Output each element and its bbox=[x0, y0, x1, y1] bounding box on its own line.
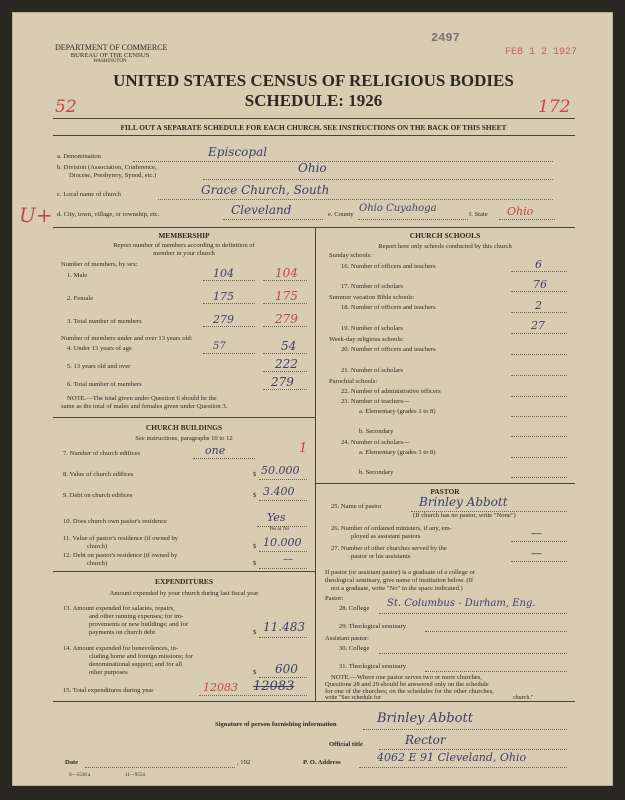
q24-label: 24. Number of scholars— bbox=[341, 439, 410, 446]
q25-value: Brinley Abbott bbox=[419, 495, 508, 509]
q7-value: one bbox=[205, 444, 226, 457]
membership-title: MEMBERSHIP bbox=[158, 231, 210, 240]
q30-label: 30. College bbox=[339, 645, 370, 652]
q14-label-2: cluding home and foreign missions; for bbox=[89, 653, 193, 660]
age-label: Number of members under and over 13 years old: bbox=[61, 335, 193, 342]
state-label: f. State bbox=[469, 211, 488, 218]
q23b-label: b. Secondary bbox=[359, 428, 394, 435]
denomination-value: Episcopal bbox=[208, 145, 268, 159]
q15-correction: 12083 bbox=[203, 681, 238, 694]
margin-number-right: 172 bbox=[538, 97, 571, 117]
summer-label: Summer vacation Bible schools: bbox=[329, 294, 415, 301]
q6-value: 279 bbox=[271, 375, 294, 389]
pastor-note: NOTE.—Where one pastor serves two or more churches, bbox=[331, 674, 483, 681]
q19-label: 19. Number of scholars bbox=[341, 325, 403, 332]
q28-label: 28. College bbox=[339, 605, 370, 612]
by-sex-label: Number of members, by sex: bbox=[61, 261, 138, 268]
q12-label-2: church) bbox=[87, 560, 108, 567]
q4-label: 4. Under 13 years of age bbox=[67, 345, 132, 352]
official-title-value: Rector bbox=[405, 733, 446, 747]
q9-label: 9. Debt on church edifices bbox=[63, 492, 133, 499]
q2-value: 175 bbox=[213, 290, 234, 303]
q3-correction: 279 bbox=[275, 312, 298, 326]
address-label: P. O. Address bbox=[303, 759, 341, 766]
q13-dollar: $ bbox=[253, 629, 257, 636]
graduate-note-3: not a graduate, write "No" in the space indicated.) bbox=[331, 585, 463, 592]
assistant-label: Assistant pastor: bbox=[325, 635, 369, 642]
q25-hint: (If church has no pastor, write "None") bbox=[413, 512, 516, 519]
q18-label: 18. Number of officers and teachers bbox=[341, 304, 436, 311]
q7-label: 7. Number of church edifices bbox=[63, 450, 141, 457]
weekday-label: Week-day religious schools: bbox=[329, 336, 404, 343]
q27-value: — bbox=[531, 547, 542, 560]
q27-label: 27. Number of other churches served by the bbox=[331, 545, 447, 552]
q9-dollar: $ bbox=[253, 492, 257, 499]
q1-correction: 104 bbox=[275, 266, 298, 280]
q26-label-2: ployed as assistant pastors bbox=[351, 533, 421, 540]
margin-number-left: 52 bbox=[55, 97, 77, 117]
q12-label: 12. Debt on pastor's residence (if owned by bbox=[63, 552, 178, 559]
q13-label: 13. Amount expended for salaries, repairs, bbox=[63, 605, 175, 612]
q1-label: 1. Male bbox=[67, 272, 88, 279]
q14-label: 14. Amount expended for benevolences, in- bbox=[63, 645, 179, 652]
city-field-label: d. City, town, village, or township, etc. bbox=[57, 211, 160, 218]
pastor-note-3: for one of the churches; on the schedules for the other churches, bbox=[325, 688, 494, 695]
graduate-note: If pastor (or assistant pastor) is a graduate of a college or bbox=[325, 569, 475, 576]
q4-value: 57 bbox=[213, 341, 226, 352]
buildings-sub: See instructions, paragraphs 10 to 12 bbox=[135, 435, 233, 442]
q13-label-4: payments on church debt bbox=[89, 629, 156, 636]
q27-label-2: pastor or his assistants bbox=[351, 553, 411, 560]
date-label: Date bbox=[65, 759, 79, 766]
q26-label: 26. Number of ordained ministers, if any, em- bbox=[331, 525, 452, 532]
q29-label: 29. Theological seminary bbox=[339, 623, 407, 630]
received-stamp: FEB 1 2 1927 bbox=[505, 47, 578, 58]
q11-value: 10.000 bbox=[263, 536, 302, 549]
q19-value: 27 bbox=[531, 319, 545, 332]
city-value: Cleveland bbox=[231, 203, 292, 217]
pastor-note-2: Questions 28 and 29 should be answered only on the schedule bbox=[325, 681, 489, 688]
pastor-sub-label: Pastor: bbox=[325, 595, 344, 602]
q24b-label: b. Secondary bbox=[359, 469, 394, 476]
date-year: , 192 bbox=[237, 759, 251, 766]
pastor-title: PASTOR bbox=[430, 487, 460, 496]
q12-value: — bbox=[283, 554, 293, 565]
q10-value: Yes bbox=[267, 511, 286, 524]
q10-label: 10. Does church own pastor's residence bbox=[63, 518, 168, 525]
parochial-label: Parochial schools: bbox=[329, 378, 378, 385]
bureau-label: BUREAU OF THE CENSUS bbox=[70, 52, 150, 59]
pastor-note-4: write "See schedule for bbox=[325, 695, 381, 701]
membership-note: NOTE.—The total given under Question 6 should be the bbox=[67, 395, 217, 402]
q18-value: 2 bbox=[535, 299, 542, 312]
q5-label: 5. 13 years old and over bbox=[67, 363, 131, 370]
state-value: Ohio bbox=[507, 205, 534, 218]
q4-correction: 54 bbox=[281, 339, 297, 353]
membership-intro-2: member in your church bbox=[153, 250, 215, 257]
form-title: UNITED STATES CENSUS OF RELIGIOUS BODIES bbox=[113, 71, 514, 90]
buildings-title: CHURCH BUILDINGS bbox=[145, 423, 223, 432]
instruction-line: FILL OUT A SEPARATE SCHEDULE FOR EACH CHURCH. SEE INSTRUCTIONS ON THE BACK OF THIS SHEET bbox=[120, 123, 507, 132]
q11-label-2: church) bbox=[87, 543, 108, 550]
q6-label: 6. Total number of members bbox=[67, 381, 142, 388]
q13-value: 11.483 bbox=[263, 620, 305, 634]
q31-label: 31. Theological seminary bbox=[339, 663, 407, 670]
q3-value: 279 bbox=[213, 313, 234, 326]
graduate-note-2: theological seminary, give name of institution below. (If bbox=[325, 577, 474, 584]
q9-value: 3.400 bbox=[263, 485, 295, 498]
form-number: S—5518 a bbox=[69, 773, 91, 778]
q13-label-2: and other running expenses; for im- bbox=[89, 613, 184, 620]
q8-label: 8. Value of church edifices bbox=[63, 471, 134, 478]
stamp-number: 2497 bbox=[431, 31, 460, 45]
q24a-label: a. Elementary (grades 1 to 8) bbox=[359, 449, 436, 456]
print-number: 11—9554 bbox=[125, 773, 145, 778]
schedule-title: SCHEDULE: 1926 bbox=[244, 91, 383, 110]
q13-label-3: provements or new buildings; and for bbox=[89, 621, 189, 628]
q22-label: 22. Number of administrative officers bbox=[341, 388, 441, 395]
sunday-label: Sunday schools: bbox=[329, 252, 373, 259]
city-label: WASHINGTON bbox=[93, 59, 127, 64]
expenditures-sub: Amount expended by your church during last fiscal year bbox=[109, 590, 259, 597]
schools-title: CHURCH SCHOOLS bbox=[409, 231, 481, 240]
q15-label: 15. Total expenditures during year bbox=[63, 687, 154, 694]
q11-label: 11. Value of pastor's residence (if owned by bbox=[63, 535, 179, 542]
q8-value: 50.000 bbox=[261, 464, 300, 477]
q15-value: 12083 bbox=[253, 679, 295, 694]
q16-value: 6 bbox=[535, 258, 542, 271]
county-label: e. County bbox=[328, 211, 354, 218]
pastor-note-5: church." bbox=[513, 695, 534, 701]
q7-correction: 1 bbox=[299, 441, 308, 456]
membership-intro: Report number of members according to definition of bbox=[113, 242, 255, 249]
q8-dollar: $ bbox=[253, 471, 257, 478]
q14-label-3: denominational support; and for all bbox=[89, 661, 183, 668]
division-value: Ohio bbox=[298, 161, 327, 175]
q12-dollar: $ bbox=[253, 560, 257, 567]
q23-label: 23. Number of teachers— bbox=[341, 398, 410, 405]
q14-dollar: $ bbox=[253, 669, 257, 676]
q20-label: 20. Number of officers and teachers bbox=[341, 346, 436, 353]
q17-value: 76 bbox=[533, 278, 547, 291]
q16-label: 16. Number of officers and teachers bbox=[341, 263, 436, 270]
q14-label-4: other purposes bbox=[89, 669, 128, 676]
q2-label: 2. Female bbox=[67, 295, 94, 302]
census-schedule bbox=[12, 12, 613, 786]
q14-value: 600 bbox=[275, 662, 298, 676]
q21-label: 21. Number of scholars bbox=[341, 367, 403, 374]
q11-dollar: $ bbox=[253, 543, 257, 550]
q1-value: 104 bbox=[213, 267, 234, 280]
local-name-value: Grace Church, South bbox=[201, 183, 330, 197]
expenditures-title: EXPENDITURES bbox=[155, 577, 213, 586]
q25-label: 25. Name of pastor bbox=[331, 503, 382, 510]
address-value: 4062 E 91 Cleveland, Ohio bbox=[377, 751, 527, 764]
q10-hint: Yes or No bbox=[269, 527, 290, 532]
dept-label: DEPARTMENT OF COMMERCE bbox=[55, 43, 168, 52]
division-label: b. Division (Association, Conference, bbox=[57, 164, 157, 171]
denomination-label: a. Denomination bbox=[57, 153, 101, 160]
official-title-label: Official title bbox=[329, 741, 363, 748]
q2-correction: 175 bbox=[275, 289, 298, 303]
q28-value: St. Columbus - Durham, Eng. bbox=[387, 598, 536, 609]
q5-value: 222 bbox=[275, 357, 298, 371]
schools-intro: Report here only schools conducted by this church bbox=[378, 243, 512, 250]
margin-mark: U+ bbox=[19, 203, 53, 227]
county-value: Ohio Cuyahoga bbox=[359, 203, 437, 214]
q23a-label: a. Elementary (grades 1 to 8) bbox=[359, 408, 436, 415]
signature-label: Signature of person furnishing information bbox=[215, 721, 337, 728]
q26-value: — bbox=[531, 527, 542, 540]
division-label-2: Diocese, Presbytery, Synod, etc.) bbox=[69, 172, 157, 179]
local-name-label: c. Local name of church bbox=[57, 191, 121, 198]
signature-value: Brinley Abbott bbox=[377, 711, 473, 726]
q3-label: 3. Total number of members bbox=[67, 318, 142, 325]
membership-note-2: same as the total of males and females given under Question 3. bbox=[61, 403, 228, 410]
q17-label: 17. Number of scholars bbox=[341, 283, 403, 290]
